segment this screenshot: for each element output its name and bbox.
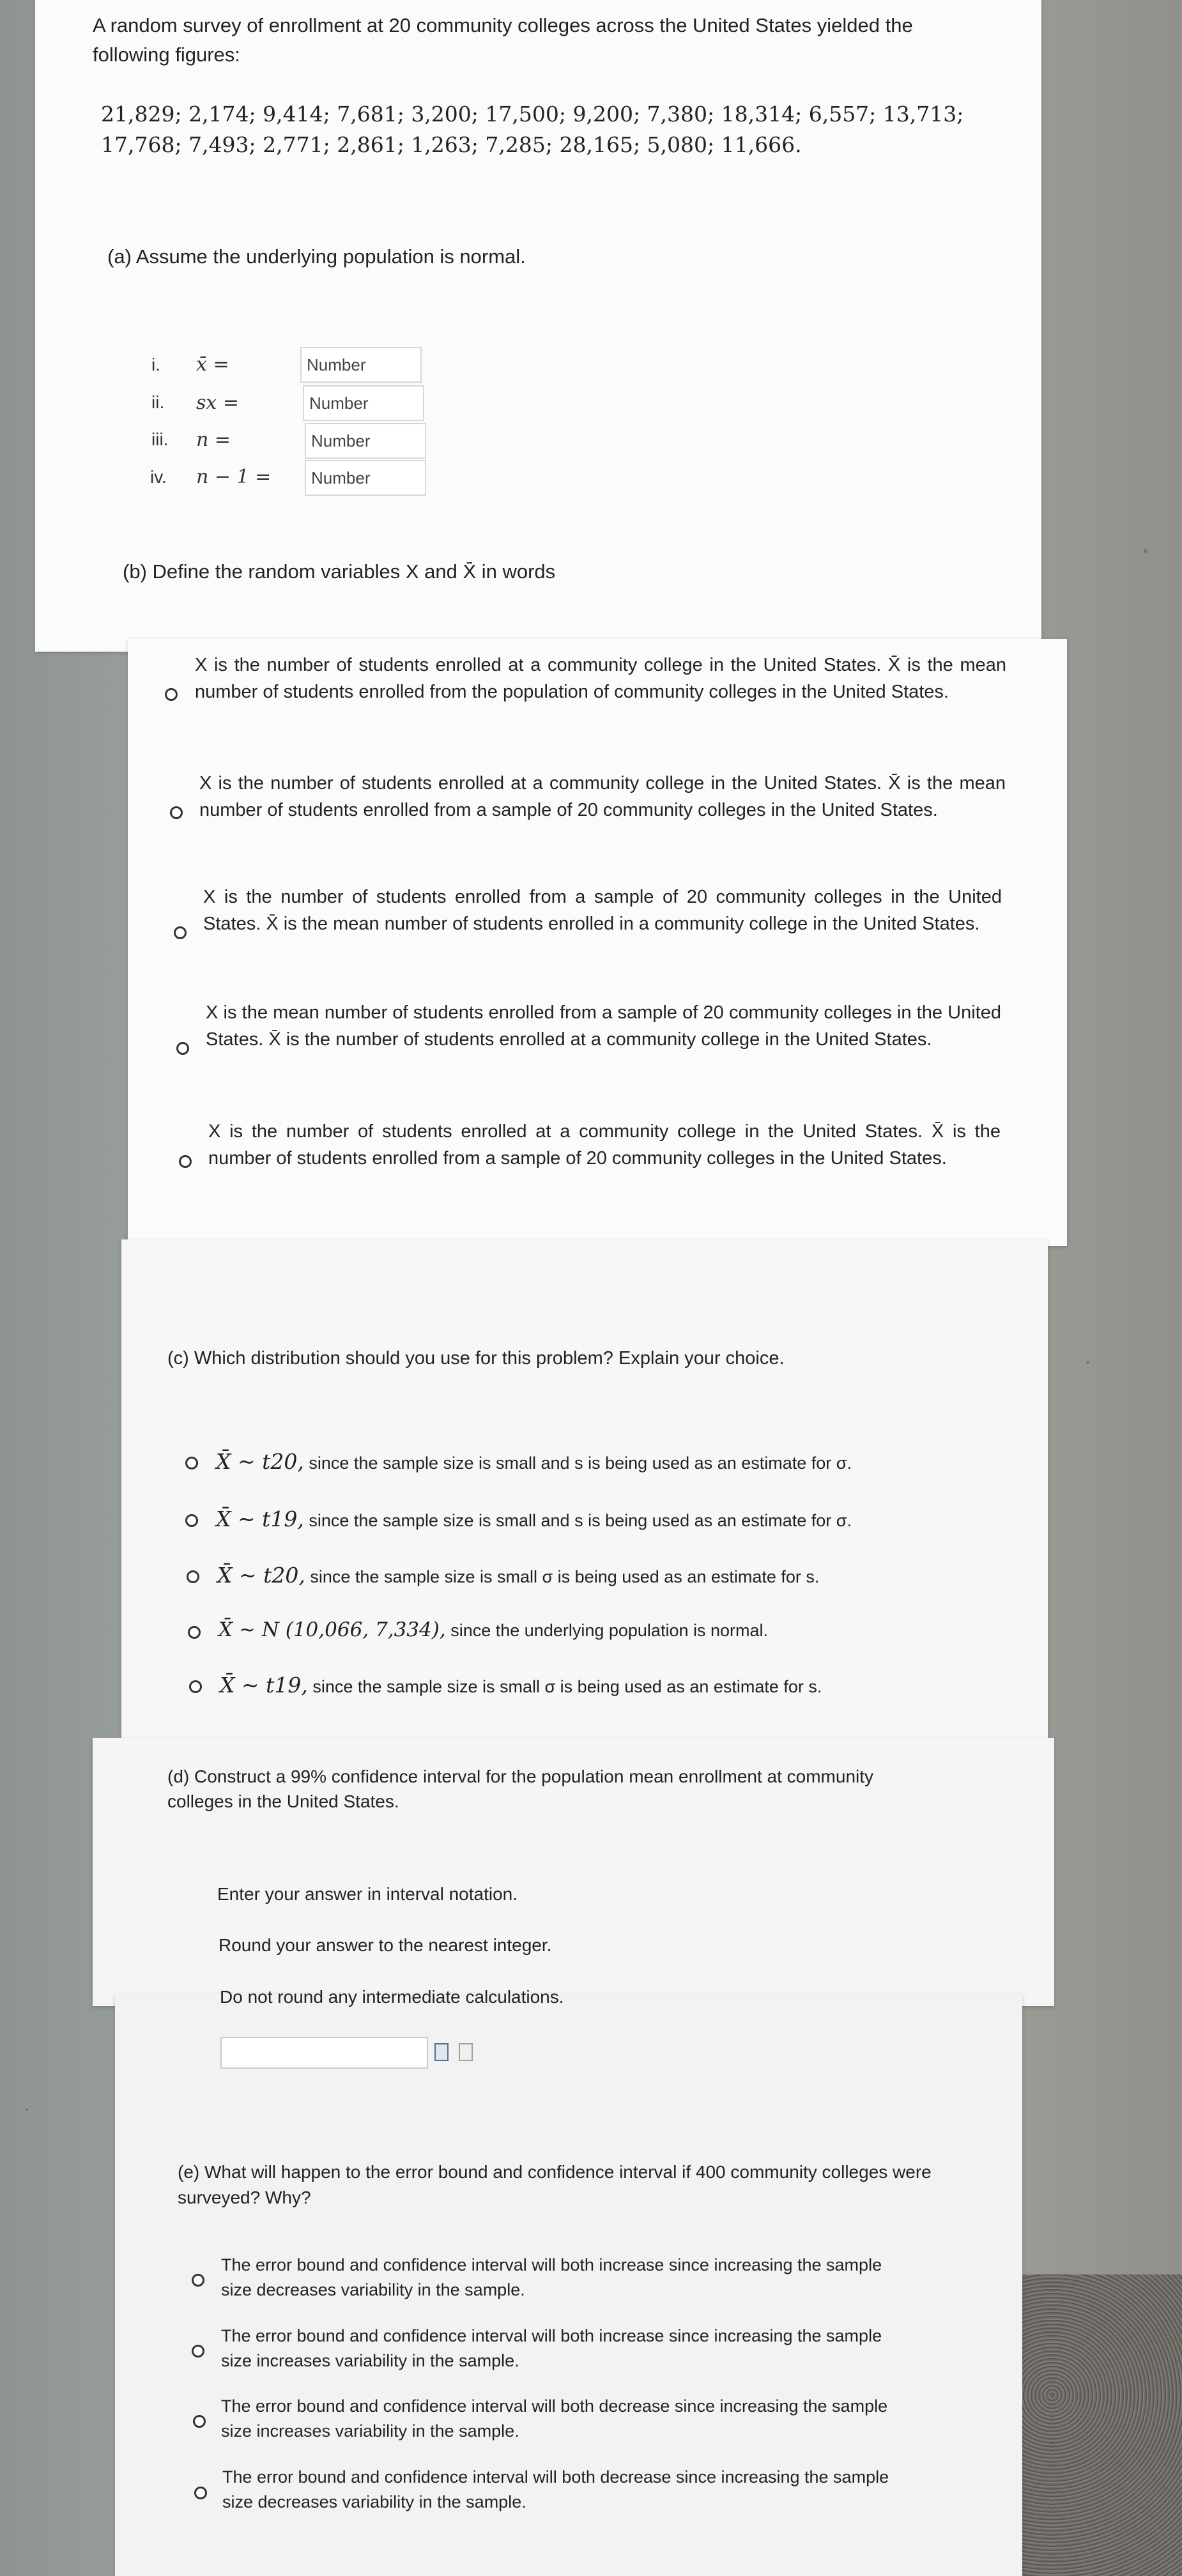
option-e2-radio[interactable]: [192, 2345, 204, 2358]
part-b-prompt: (b) Define the random variables X and X̄ in words: [123, 560, 556, 583]
option-c1-radio[interactable]: [185, 1457, 198, 1469]
option-c1-text: [216, 1449, 852, 1474]
option-e2-line1: The error bound and confidence interval will both increase since increasing the sample: [221, 2326, 882, 2345]
option-c4-reason: since the underlying population is normal.: [450, 1621, 769, 1640]
option-c4-radio[interactable]: [188, 1626, 201, 1639]
part-d-instruction-notation: Enter your answer in interval notation.: [217, 1884, 518, 1904]
option-e2-line2: size increases variability in the sample.: [221, 2351, 519, 2370]
mean-input[interactable]: Number: [300, 347, 422, 383]
option-b2-text: X is the number of students enrolled at a community college in the United States. X̄ is the mean number of students enrolled from a sample of 20 community colleges in the United States.: [199, 773, 1006, 821]
option-e3-line2: size increases variability in the sample.: [221, 2421, 519, 2441]
n-input[interactable]: Number: [305, 423, 426, 459]
option-b5-radio[interactable]: [179, 1155, 192, 1168]
item-i-label: i.: [151, 355, 160, 374]
sd-expr: sx =: [196, 392, 239, 414]
option-c5-radio[interactable]: [189, 1680, 202, 1693]
option-c4-dist: X̄ ~ N (10,066, 7,334),: [219, 1618, 446, 1641]
df-input[interactable]: Number: [305, 460, 426, 496]
intro-text-line1: A random survey of enrollment at 20 community colleges across the United States yielded the: [93, 14, 913, 36]
part-e-prompt-line2: surveyed? Why?: [178, 2188, 311, 2207]
confidence-interval-input[interactable]: [220, 2037, 428, 2069]
option-b3-text: X is the number of students enrolled from a sample of 20 community colleges in the United States. X̄ is the mean number of students enrolled in a community college in the United States.: [203, 887, 1002, 935]
option-c5-dist: X̄ ~ t19,: [220, 1673, 308, 1698]
option-c3-dist: X̄ ~ t20,: [217, 1563, 305, 1588]
option-c3-reason: since the sample size is small σ is being used as an estimate for s.: [310, 1567, 820, 1586]
wall-speck: [26, 2108, 28, 2111]
wall-speck: [1144, 549, 1147, 553]
option-c1-dist: X̄ ~ t20,: [216, 1449, 304, 1474]
option-c2-text: [216, 1506, 852, 1531]
n-expr: n =: [196, 429, 231, 451]
option-c3-text: [217, 1563, 819, 1588]
paper-sheet-1: [35, 0, 1041, 652]
document-icon[interactable]: [459, 2043, 473, 2061]
part-e-prompt-line1: (e) What will happen to the error bound and confidence interval if 400 community colleges were: [178, 2162, 932, 2182]
option-c2-dist: X̄ ~ t19,: [216, 1506, 304, 1531]
option-e4-radio[interactable]: [194, 2487, 207, 2499]
enrollment-data-line1: 21,829; 2,174; 9,414; 7,681; 3,200; 17,500; 9,200; 7,380; 18,314; 6,557; 13,713;: [101, 102, 964, 126]
option-b1-text: X is the number of students enrolled at a community college in the United States. X̄ is the mean number of students enrolled from the population of community colleges in the United States.: [195, 655, 1006, 703]
option-b5-text: X is the number of students enrolled at a community college in the United States. X̄ is the number of students enrolled from a sample of 20 community colleges in the United States.: [208, 1121, 1001, 1169]
option-e4-line2: size decreases variability in the sample.: [222, 2492, 526, 2511]
item-iii-label: iii.: [151, 429, 169, 449]
sd-input[interactable]: Number: [303, 385, 424, 421]
mean-expr: x̄ =: [196, 353, 229, 376]
option-b2-radio[interactable]: [170, 806, 183, 819]
option-e3-radio[interactable]: [193, 2415, 206, 2428]
item-ii-label: ii.: [151, 392, 165, 412]
item-iv-label: iv.: [150, 467, 167, 487]
part-a-prompt: (a) Assume the underlying population is normal.: [107, 245, 526, 268]
intro-text-line2: following figures:: [93, 43, 240, 66]
option-e3-line1: The error bound and confidence interval will both decrease since increasing the sample: [221, 2396, 888, 2416]
option-e1-radio[interactable]: [192, 2274, 204, 2287]
option-c4-text: [219, 1618, 768, 1641]
option-c2-reason: since the sample size is small and s is being used as an estimate for σ.: [309, 1511, 852, 1530]
paper-sheet-3: [121, 1239, 1048, 1738]
part-d-instruction-round: Round your answer to the nearest integer.: [219, 1935, 552, 1955]
carpet-floor: [997, 2274, 1182, 2576]
df-expr: n − 1 =: [196, 466, 272, 488]
option-e4-line1: The error bound and confidence interval will both decrease since increasing the sample: [222, 2467, 889, 2487]
equation-editor-icon[interactable]: [434, 2043, 449, 2061]
option-e1-line1: The error bound and confidence interval will both increase since increasing the sample: [221, 2255, 882, 2274]
option-c5-reason: since the sample size is small σ is being used as an estimate for s.: [312, 1677, 822, 1696]
option-b3-radio[interactable]: [174, 926, 187, 939]
option-c1-reason: since the sample size is small and s is being used as an estimate for σ.: [309, 1453, 852, 1473]
part-c-prompt: (c) Which distribution should you use for this problem? Explain your choice.: [167, 1348, 785, 1368]
option-c3-radio[interactable]: [187, 1570, 199, 1583]
option-b4-text: X is the mean number of students enrolled from a sample of 20 community colleges in the United States. X̄ is the number of students enrolled at a community college in the United States.: [206, 1002, 1001, 1050]
part-d-prompt-line2: colleges in the United States.: [167, 1791, 399, 1811]
wall-speck: [1086, 1361, 1089, 1364]
enrollment-data-line2: 17,768; 7,493; 2,771; 2,861; 1,263; 7,285; 28,165; 5,080; 11,666.: [101, 132, 802, 157]
option-e1-line2: size decreases variability in the sample.: [221, 2280, 525, 2299]
option-c2-radio[interactable]: [185, 1514, 198, 1527]
part-d-instruction-intermediate: Do not round any intermediate calculations.: [220, 1987, 564, 2007]
part-d-prompt-line1: (d) Construct a 99% confidence interval for the population mean enrollment at community: [167, 1767, 874, 1786]
option-c5-text: [220, 1673, 822, 1698]
option-b1-radio[interactable]: [165, 688, 178, 701]
option-b4-radio[interactable]: [176, 1042, 189, 1055]
